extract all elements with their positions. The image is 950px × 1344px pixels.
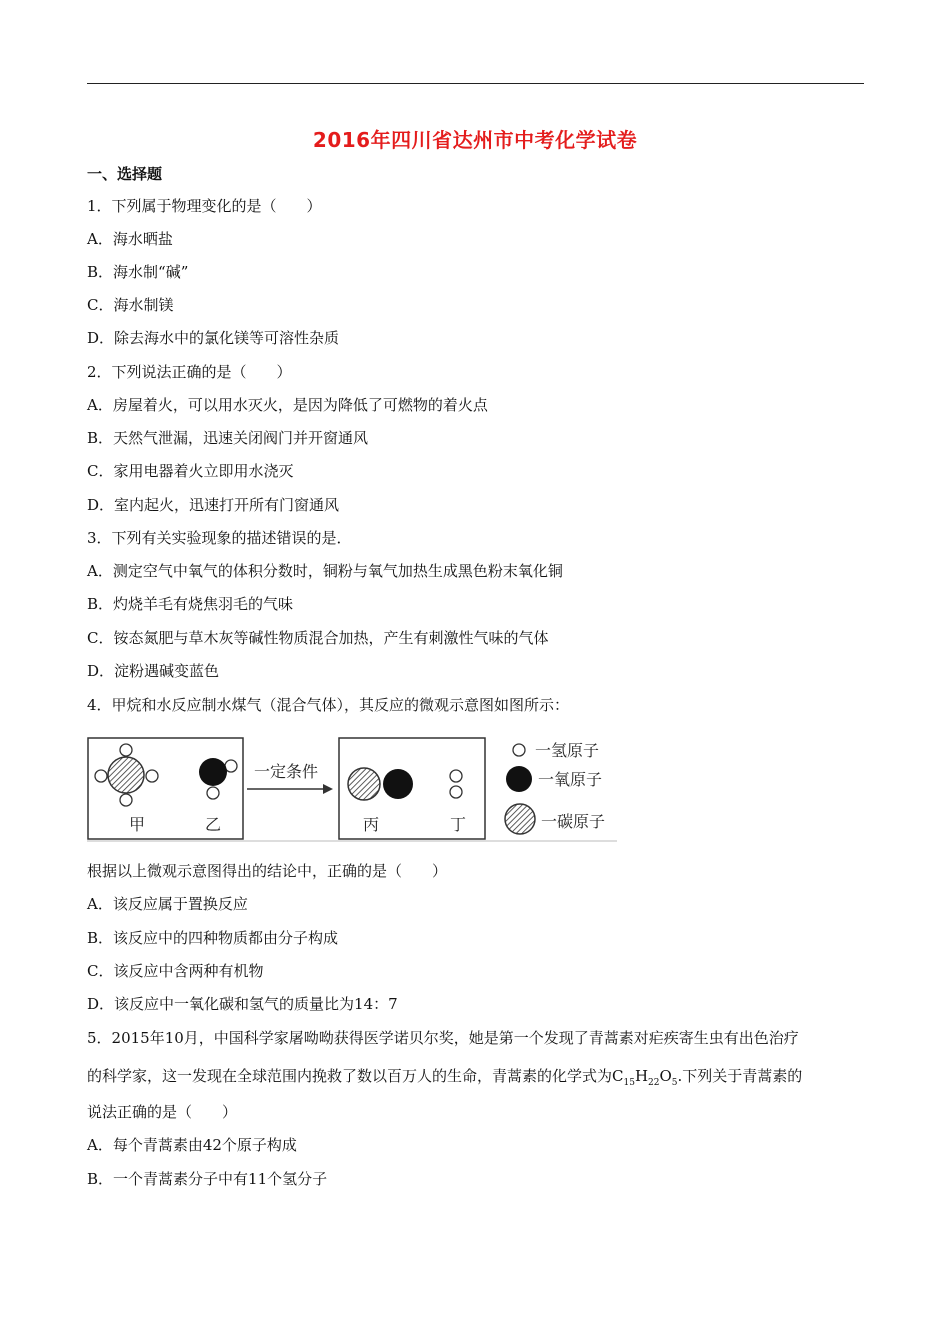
legend-hydrogen-icon [513, 744, 525, 756]
q3-option-a: A．测定空气中氧气的体积分数时，铜粉与氧气加热生成黑色粉末氧化铜 [87, 562, 563, 580]
page-title: 2016年四川省达州市中考化学试卷 [312, 128, 638, 152]
q5-option-a: A．每个青蒿素由42个原子构成 [87, 1136, 297, 1154]
water-molecule [199, 758, 237, 799]
label-bing: 丙 [363, 815, 380, 834]
hydrogen-atom [146, 770, 158, 782]
subscript: 15 [623, 1078, 635, 1088]
hydrogen-atom [120, 794, 132, 806]
q5-text: 的科学家，这一发现在全球范围内挽救了数以百万人的生命，青蒿素的化学式为C [87, 1067, 624, 1085]
legend [505, 741, 605, 834]
q2-stem: 2．下列说法正确的是（ ） [87, 363, 292, 381]
oxygen-atom [199, 758, 227, 786]
q1-option-b: B．海水制“碱” [87, 263, 189, 281]
subscript: 5 [671, 1078, 678, 1088]
reaction-diagram [87, 736, 617, 842]
label-yi: 乙 [205, 815, 222, 834]
q2-option-d: D．室内起火，迅速打开所有门窗通风 [87, 496, 340, 514]
carbon-atom [348, 768, 380, 800]
q4-stem: 4．甲烷和水反应制水煤气（混合气体），其反应的微观示意图如图所示： [87, 696, 570, 714]
carbon-atom [108, 757, 144, 793]
q2-option-a: A．房屋着火，可以用水灭火，是因为降低了可燃物的着火点 [87, 396, 488, 414]
q5-stem-line2 [87, 1066, 802, 1093]
q1-stem: 1．下列属于物理变化的是（ ） [87, 197, 322, 215]
q5-stem-line3: 说法正确的是（ ） [87, 1103, 238, 1121]
q5-stem-line1: 5．2015年10月，中国科学家屠呦呦获得医学诺贝尔奖，她是第一个发现了青蒿素对疟疾寄生虫有出色治疗 [87, 1029, 799, 1047]
methane-molecule [95, 744, 158, 806]
legend-oxygen-icon [506, 766, 532, 792]
q4-option-b: B．该反应中的四种物质都由分子构成 [87, 929, 339, 947]
q4-option-c: C．该反应中含两种有机物 [87, 962, 264, 980]
q4-question: 根据以上微观示意图得出的结论中，正确的是（ ） [87, 862, 448, 880]
label-jia: 甲 [129, 815, 146, 834]
section-heading: 一、选择题 [87, 165, 163, 183]
q1-option-a: A．海水晒盐 [87, 230, 173, 248]
legend-oxygen-label: 一氧原子 [538, 770, 603, 789]
h2-molecule [450, 770, 462, 798]
subscript: 22 [648, 1078, 660, 1088]
co-molecule [348, 768, 413, 800]
q1-option-c: C．海水制镁 [87, 296, 174, 314]
q2-option-b: B．天然气泄漏，迅速关闭阀门并开窗通风 [87, 429, 369, 447]
q3-stem: 3．下列有关实验现象的描述错误的是． [87, 529, 352, 547]
hydrogen-atom [207, 787, 219, 799]
q5-text: O [659, 1067, 672, 1085]
q3-option-c: C．铵态氮肥与草木灰等碱性物质混合加热，产生有刺激性气味的气体 [87, 629, 549, 647]
hydrogen-atom [450, 770, 462, 782]
q1-option-d: D．除去海水中的氯化镁等可溶性杂质 [87, 329, 340, 347]
q5-option-b: B．一个青蒿素分子中有11个氢分子 [87, 1170, 328, 1188]
legend-hydrogen-label: 一氢原子 [535, 741, 600, 760]
header-rule [87, 83, 864, 84]
reaction-svg [87, 736, 617, 842]
q4-option-d: D．该反应中一氧化碳和氢气的质量比为14：7 [87, 995, 398, 1013]
hydrogen-atom [95, 770, 107, 782]
oxygen-atom [383, 769, 413, 799]
label-ding: 丁 [450, 815, 467, 834]
condition-label: 一定条件 [254, 762, 319, 781]
hydrogen-atom [450, 786, 462, 798]
arrow-head-icon [323, 784, 333, 794]
q3-option-d: D．淀粉遇碱变蓝色 [87, 662, 220, 680]
q4-option-a: A．该反应属于置换反应 [87, 895, 248, 913]
legend-carbon-label: 一碳原子 [541, 812, 606, 831]
q2-option-c: C．家用电器着火立即用水浇灭 [87, 462, 294, 480]
q5-text: H [634, 1067, 649, 1085]
q3-option-b: B．灼烧羊毛有烧焦羽毛的气味 [87, 595, 294, 613]
q5-text: .下列关于青蒿素的 [677, 1067, 803, 1085]
hydrogen-atom [120, 744, 132, 756]
legend-carbon-icon [505, 804, 535, 834]
